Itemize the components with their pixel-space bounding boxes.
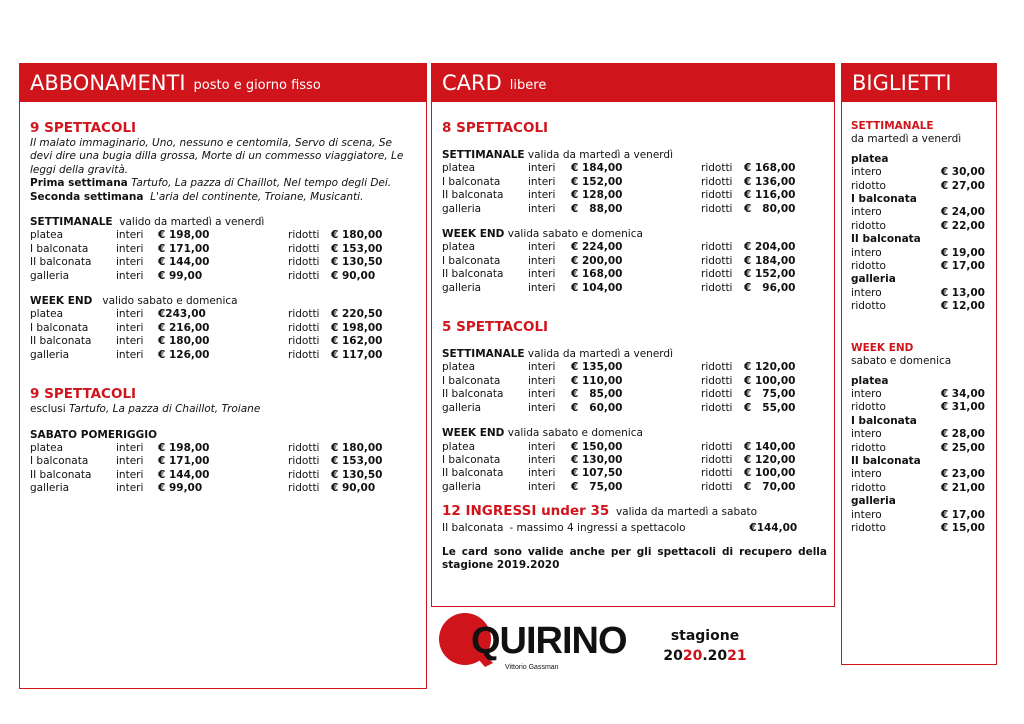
abb-week1: Prima settimana Tartufo, La pazza di Chaillot, Nel tempo degli Dei.	[30, 177, 392, 190]
cell-p1: € 99,00	[158, 482, 203, 495]
cell-sector: galleria	[442, 202, 482, 215]
price-value: € 25,00	[940, 441, 985, 454]
abb-week2: Seconda settimana L'aria del continente, Troiane, Musicanti.	[30, 190, 364, 203]
table-row	[442, 255, 804, 268]
cell-p1: € 75,00	[571, 480, 623, 493]
cell-sector: I balconata	[30, 321, 89, 334]
price-label: ridotto	[851, 481, 886, 494]
table-row	[30, 455, 391, 468]
table-row	[851, 180, 985, 193]
cell-p1: € 88,00	[571, 202, 623, 215]
price-label: ridotto	[851, 401, 886, 414]
price-value: € 12,00	[940, 300, 985, 313]
price-label: ridotto	[851, 260, 886, 273]
price-label: ridotto	[851, 300, 886, 313]
abb-sabato-heading: SABATO POMERIGGIO	[30, 428, 158, 441]
card-panel	[431, 63, 835, 607]
cell-t1: interi	[528, 480, 556, 493]
cell-p2: € 136,00	[744, 175, 796, 188]
cell-p2: € 184,00	[744, 254, 796, 267]
cell-p1: € 60,00	[571, 401, 623, 414]
cell-t1: interi	[116, 348, 144, 361]
cell-t1: interi	[116, 482, 144, 495]
cell-t2: ridotti	[288, 229, 320, 242]
sector-name: I balconata	[851, 193, 917, 206]
big-settimanale-table	[851, 153, 985, 314]
cell-p1: €243,00	[158, 308, 206, 321]
cell-p2: € 55,00	[744, 401, 796, 414]
cell-t2: ridotti	[288, 455, 320, 468]
table-row	[30, 469, 391, 482]
cell-t1: interi	[528, 175, 556, 188]
cell-p1: € 171,00	[158, 242, 210, 255]
cell-sector: platea	[442, 361, 476, 374]
table-row	[851, 522, 985, 535]
cell-p1: € 198,00	[158, 441, 210, 454]
table-row	[851, 206, 985, 219]
abbonamenti-body	[20, 102, 426, 496]
price-label: intero	[851, 166, 882, 179]
table-row	[30, 322, 391, 335]
card-sec2-heading: 5 SPETTACOLI	[442, 319, 549, 336]
cell-t2: ridotti	[701, 374, 733, 387]
cell-sector: I balconata	[442, 254, 501, 267]
abbonamenti-header	[20, 64, 426, 102]
sector-name: I balconata	[851, 414, 917, 427]
cell-p1: € 216,00	[158, 321, 210, 334]
abb-sec2-excl: esclusi Tartufo, La pazza di Chaillot, Troiane	[30, 403, 261, 416]
cell-p2: € 100,00	[744, 467, 796, 480]
cell-sector: I balconata	[442, 175, 501, 188]
cell-t1: interi	[116, 269, 144, 282]
abb-sec1-heading: 9 SPETTACOLI	[30, 120, 137, 136]
cell-t2: ridotti	[701, 401, 733, 414]
big-weekend-heading: WEEK END	[851, 341, 914, 354]
cell-t2: ridotti	[701, 388, 733, 401]
table-row	[442, 162, 804, 175]
cell-t2: ridotti	[701, 467, 733, 480]
price-label: intero	[851, 286, 882, 299]
abb-settimanale-table	[30, 229, 391, 283]
table-row	[851, 401, 985, 414]
cell-p1: € 150,00	[571, 440, 623, 453]
table-row	[442, 467, 804, 480]
table-row	[30, 335, 391, 348]
cell-p2: € 120,00	[744, 361, 796, 374]
table-row	[851, 428, 985, 441]
cell-sector: II balconata	[30, 335, 92, 348]
cell-t2: ridotti	[701, 480, 733, 493]
table-row	[30, 270, 391, 283]
abbonamenti-panel	[19, 63, 427, 689]
cell-p1: € 107,50	[571, 467, 623, 480]
cell-p2: € 153,00	[331, 242, 383, 255]
cell-p2: € 204,00	[744, 241, 796, 254]
table-row	[30, 243, 391, 256]
biglietti-panel	[841, 63, 997, 665]
season-years: 2020.2021	[663, 648, 747, 664]
card8-weekend-table	[442, 241, 804, 295]
cell-p1: € 171,00	[158, 455, 210, 468]
table-row	[851, 509, 985, 522]
cell-t2: ridotti	[288, 269, 320, 282]
abb-group-heading: SETTIMANALE valido da martedì a venerdì	[30, 216, 265, 229]
cell-p2: € 130,50	[331, 256, 383, 269]
table-row	[30, 308, 391, 321]
cell-sector: platea	[442, 440, 476, 453]
cell-t1: interi	[528, 374, 556, 387]
price-value: € 13,00	[940, 286, 985, 299]
cell-sector: II balconata	[30, 468, 92, 481]
cell-p2: € 180,00	[331, 229, 383, 242]
table-row	[851, 482, 985, 495]
cell-p2: € 198,00	[331, 321, 383, 334]
table-row	[442, 241, 804, 254]
cell-sector: galleria	[442, 401, 482, 414]
cell-p2: € 152,00	[744, 268, 796, 281]
cell-t2: ridotti	[288, 441, 320, 454]
table-row	[851, 388, 985, 401]
cell-p2: € 180,00	[331, 441, 383, 454]
table-row	[442, 282, 804, 295]
price-value: € 27,00	[940, 179, 985, 192]
table-row	[851, 220, 985, 233]
cell-sector: galleria	[30, 482, 70, 495]
cell-t1: interi	[528, 453, 556, 466]
price-value: € 19,00	[940, 246, 985, 259]
cell-t1: interi	[116, 308, 144, 321]
cell-sector: II balconata	[442, 388, 504, 401]
cell-p2: € 168,00	[744, 162, 796, 175]
season-label: stagione 2020.2021	[650, 626, 760, 666]
sector-name: platea	[851, 374, 889, 387]
cell-p2: € 162,00	[331, 335, 383, 348]
cell-t1: interi	[528, 162, 556, 175]
card-group-heading: SETTIMANALE valida da martedì a venerdì	[442, 348, 674, 361]
cell-p2: € 70,00	[744, 480, 796, 493]
cell-t1: interi	[116, 256, 144, 269]
table-row	[851, 300, 985, 313]
table-row	[442, 481, 804, 494]
price-value: € 15,00	[940, 521, 985, 534]
cell-t1: interi	[116, 468, 144, 481]
abbonamenti-title: ABBONAMENTI	[30, 71, 186, 95]
card5-settimanale-table	[442, 361, 804, 415]
cell-p2: € 140,00	[744, 440, 796, 453]
sector-name: platea	[851, 152, 889, 165]
sector-row	[851, 455, 985, 468]
cell-sector: galleria	[30, 348, 70, 361]
sector-row	[851, 375, 985, 388]
card-group-heading: WEEK END valida sabato e domenica	[442, 228, 643, 241]
cell-t2: ridotti	[701, 189, 733, 202]
cell-p1: € 144,00	[158, 468, 210, 481]
cell-t2: ridotti	[701, 453, 733, 466]
cell-sector: II balconata	[442, 268, 504, 281]
cell-t2: ridotti	[701, 440, 733, 453]
cell-p1: € 152,00	[571, 175, 623, 188]
cell-t2: ridotti	[701, 202, 733, 215]
cell-p2: € 220,50	[331, 308, 383, 321]
cell-t1: interi	[116, 229, 144, 242]
cell-p1: € 200,00	[571, 254, 623, 267]
logo-text: QUIRINO	[471, 620, 627, 662]
sector-row	[851, 495, 985, 508]
cell-t1: interi	[528, 268, 556, 281]
cell-p1: € 130,00	[571, 453, 623, 466]
sector-name: II balconata	[851, 454, 921, 467]
cell-t1: interi	[116, 335, 144, 348]
sector-row	[851, 233, 985, 246]
cell-p1: € 198,00	[158, 229, 210, 242]
cell-t1: interi	[528, 388, 556, 401]
cell-p2: € 90,00	[331, 482, 376, 495]
cell-p1: € 128,00	[571, 189, 623, 202]
card-sec1-heading: 8 SPETTACOLI	[442, 120, 549, 136]
cell-sector: platea	[442, 162, 476, 175]
cell-p2: € 80,00	[744, 202, 796, 215]
cell-p2: € 75,00	[744, 388, 796, 401]
cell-p2: € 153,00	[331, 455, 383, 468]
cell-t2: ridotti	[288, 482, 320, 495]
price-label: intero	[851, 468, 882, 481]
cell-p2: € 130,50	[331, 468, 383, 481]
big-weekend-table	[851, 375, 985, 536]
cell-sector: galleria	[442, 281, 482, 294]
cell-sector: galleria	[442, 480, 482, 493]
card5-weekend-table	[442, 441, 804, 495]
cell-t1: interi	[528, 241, 556, 254]
table-row	[442, 189, 804, 202]
cell-t1: interi	[528, 189, 556, 202]
cell-p1: € 135,00	[571, 361, 623, 374]
table-row	[442, 454, 804, 467]
big-settimanale-note: da martedì a venerdì	[851, 133, 962, 146]
cell-t1: interi	[116, 441, 144, 454]
biglietti-title: BIGLIETTI	[852, 71, 952, 95]
cell-t1: interi	[528, 440, 556, 453]
cell-p1: € 85,00	[571, 388, 623, 401]
table-row	[851, 468, 985, 481]
abb-sec1-desc: Il malato immaginario, Uno, nessuno e centomila, Servo di scena, Se devi dire una bugia dilla grossa, Morte di un commesso viaggiatore, Le leggi della gravità.	[30, 137, 404, 176]
price-value: € 23,00	[940, 468, 985, 481]
cell-p1: € 224,00	[571, 241, 623, 254]
cell-t2: ridotti	[288, 256, 320, 269]
abb-sabato-table	[30, 442, 391, 496]
cell-t2: ridotti	[288, 335, 320, 348]
cell-t2: ridotti	[701, 268, 733, 281]
cell-t1: interi	[528, 202, 556, 215]
big-settimanale-heading: SETTIMANALE	[851, 120, 934, 132]
cell-t1: interi	[116, 242, 144, 255]
cell-p2: € 96,00	[744, 281, 796, 294]
cell-t2: ridotti	[288, 348, 320, 361]
cell-sector: galleria	[30, 269, 70, 282]
cell-t1: interi	[116, 455, 144, 468]
quirino-logo	[435, 611, 635, 673]
biglietti-body	[842, 102, 996, 535]
card-body	[432, 102, 834, 572]
price-value: € 21,00	[940, 481, 985, 494]
cell-t2: ridotti	[701, 281, 733, 294]
abb-sec2-heading: 9 SPETTACOLI	[30, 386, 137, 403]
price-value: € 31,00	[940, 401, 985, 414]
price-label: intero	[851, 206, 882, 219]
cell-p1: € 110,00	[571, 374, 623, 387]
cell-sector: I balconata	[30, 455, 89, 468]
quirino-logo-mark	[435, 611, 635, 673]
cell-t2: ridotti	[701, 361, 733, 374]
biglietti-header	[842, 64, 996, 102]
table-row	[442, 441, 804, 454]
table-row	[30, 442, 391, 455]
abbonamenti-subtitle: posto e giorno fisso	[193, 78, 321, 93]
sector-row	[851, 273, 985, 286]
cell-sector: platea	[442, 241, 476, 254]
table-row	[442, 268, 804, 281]
sector-row	[851, 193, 985, 206]
price-value: € 22,00	[940, 219, 985, 232]
cell-t2: ridotti	[288, 321, 320, 334]
table-row	[851, 287, 985, 300]
price-label: intero	[851, 246, 882, 259]
cell-p1: € 126,00	[158, 348, 210, 361]
table-row	[851, 260, 985, 273]
price-value: € 17,00	[940, 508, 985, 521]
cell-t2: ridotti	[701, 175, 733, 188]
cell-p1: € 144,00	[158, 256, 210, 269]
price-label: ridotto	[851, 441, 886, 454]
table-row	[851, 442, 985, 455]
table-row	[442, 176, 804, 189]
cell-t1: interi	[116, 321, 144, 334]
table-row	[30, 349, 391, 362]
cell-p2: € 120,00	[744, 453, 796, 466]
big-weekend-note: sabato e domenica	[851, 355, 952, 368]
cell-p1: € 168,00	[571, 268, 623, 281]
cell-t1: interi	[528, 401, 556, 414]
cell-p1: € 99,00	[158, 269, 203, 282]
cell-t1: interi	[528, 467, 556, 480]
price-label: ridotto	[851, 219, 886, 232]
price-value: € 28,00	[940, 428, 985, 441]
cell-p1: € 180,00	[158, 335, 210, 348]
cell-t1: interi	[528, 281, 556, 294]
cell-t2: ridotti	[288, 308, 320, 321]
cell-sector: II balconata	[442, 467, 504, 480]
abb-weekend-table	[30, 308, 391, 362]
sector-name: II balconata	[851, 233, 921, 246]
cell-t2: ridotti	[701, 241, 733, 254]
sector-name: galleria	[851, 495, 896, 508]
price-label: ridotto	[851, 521, 886, 534]
cell-p2: € 90,00	[331, 269, 376, 282]
card-group-heading: WEEK END valida sabato e domenica	[442, 427, 643, 440]
cell-p1: € 184,00	[571, 162, 623, 175]
cell-t2: ridotti	[701, 162, 733, 175]
cell-p2: € 117,00	[331, 348, 383, 361]
card-header	[432, 64, 834, 102]
cell-t2: ridotti	[701, 254, 733, 267]
price-value: € 30,00	[940, 166, 985, 179]
cell-sector: II balconata	[30, 256, 92, 269]
sector-name: galleria	[851, 273, 896, 286]
table-row	[30, 229, 391, 242]
card-subtitle: libere	[509, 78, 547, 93]
sector-row	[851, 415, 985, 428]
card-footnote: Le card sono valide anche per gli spettacoli di recupero della stagione 2019.2020	[442, 545, 827, 571]
table-row	[30, 256, 391, 269]
cell-sector: I balconata	[442, 374, 501, 387]
table-row	[442, 203, 804, 216]
price-label: intero	[851, 387, 882, 400]
table-row	[442, 361, 804, 374]
cell-t2: ridotti	[288, 468, 320, 481]
table-row	[851, 166, 985, 179]
under35-line: II balconata - massimo 4 ingressi a spettacolo €144,00	[442, 522, 798, 535]
cell-sector: I balconata	[442, 453, 501, 466]
cell-sector: platea	[30, 441, 64, 454]
cell-t2: ridotti	[288, 242, 320, 255]
price-label: intero	[851, 508, 882, 521]
cell-p2: € 100,00	[744, 374, 796, 387]
cell-sector: platea	[30, 308, 64, 321]
table-row	[851, 247, 985, 260]
under35-heading: 12 INGRESSI under 35 valida da martedì a sabato	[442, 503, 758, 520]
card8-settimanale-table	[442, 162, 804, 216]
card-group-heading: SETTIMANALE valida da martedì a venerdì	[442, 149, 674, 161]
sector-row	[851, 153, 985, 166]
card-title: CARD	[442, 71, 502, 95]
price-value: € 24,00	[940, 206, 985, 219]
cell-sector: I balconata	[30, 242, 89, 255]
price-label: intero	[851, 428, 882, 441]
table-row	[442, 402, 804, 415]
cell-p1: € 104,00	[571, 281, 623, 294]
table-row	[442, 388, 804, 401]
table-row	[30, 482, 391, 495]
price-value: € 34,00	[940, 387, 985, 400]
price-value: € 17,00	[940, 260, 985, 273]
table-row	[442, 375, 804, 388]
cell-sector: II balconata	[442, 189, 504, 202]
cell-t1: interi	[528, 254, 556, 267]
price-label: ridotto	[851, 179, 886, 192]
cell-p2: € 116,00	[744, 189, 796, 202]
cell-sector: platea	[30, 229, 64, 242]
logo-sub: Vittorio Gassman	[505, 664, 559, 671]
abb-group-heading: WEEK END valido sabato e domenica	[30, 295, 238, 308]
cell-t1: interi	[528, 361, 556, 374]
